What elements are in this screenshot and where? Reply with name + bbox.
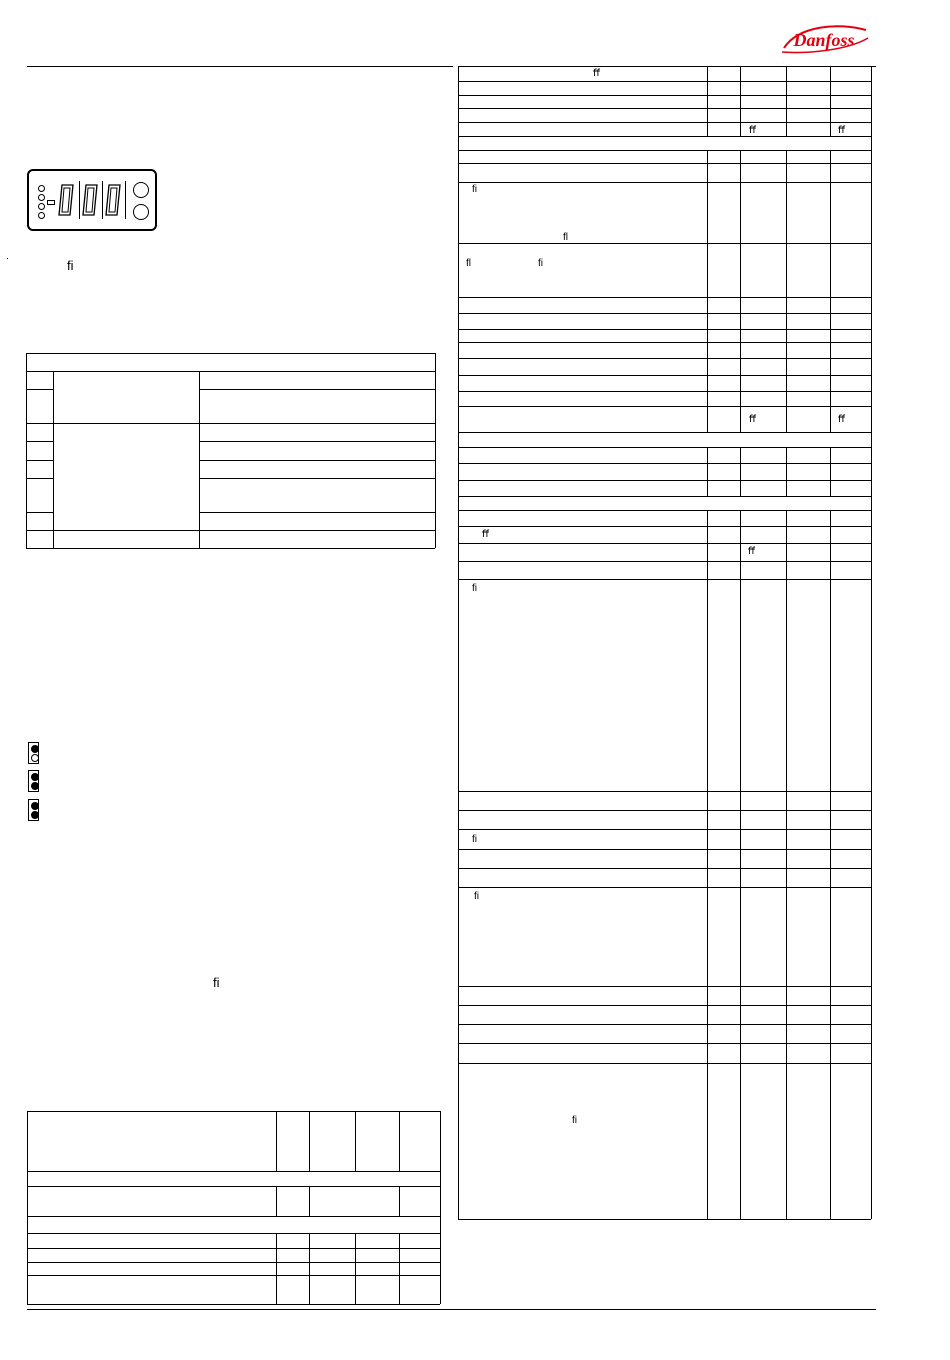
- table-rule: [458, 163, 871, 164]
- ligature-text: ﬂ: [466, 258, 471, 269]
- ligature-text: ﬂ: [563, 232, 568, 243]
- down-button[interactable]: [133, 204, 149, 220]
- table-column-rule: [707, 163, 708, 182]
- table-column-rule: [707, 1024, 708, 1043]
- status-led-icon: [38, 194, 45, 201]
- table-column-rule: [830, 986, 831, 1005]
- jumper-closed-icon: [28, 770, 39, 792]
- table-column-rule: [740, 81, 741, 95]
- table-column-rule: [707, 1063, 708, 1219]
- table-column-rule: [786, 480, 787, 496]
- table-column-rule: [786, 342, 787, 358]
- controller-display-panel: [27, 169, 157, 231]
- table-column-rule: [830, 122, 831, 136]
- seven-segment-digit-icon: [104, 183, 123, 217]
- table-column-rule: [740, 375, 741, 391]
- table-rule: [458, 447, 871, 448]
- table-column-rule: [786, 329, 787, 342]
- table-column-rule: [786, 391, 787, 406]
- table-column-rule: [786, 887, 787, 986]
- table-column-rule: [830, 849, 831, 868]
- status-led-icon: [38, 212, 45, 219]
- table-rule: [458, 95, 871, 96]
- jumper-closed-icon: [28, 799, 39, 821]
- table-column-rule: [707, 579, 708, 791]
- table-column-rule: [786, 561, 787, 579]
- table-column-rule: [707, 150, 708, 163]
- minus-segment: [47, 200, 55, 205]
- table-column-rule: [740, 329, 741, 342]
- table-column-rule: [786, 95, 787, 108]
- table-column-rule: [830, 887, 831, 986]
- table-rule: [458, 579, 871, 580]
- table-rule: [458, 810, 871, 811]
- table-column-rule: [740, 480, 741, 496]
- table-column-rule: [707, 375, 708, 391]
- table-column-rule: [740, 95, 741, 108]
- table-rule: [458, 108, 871, 109]
- table-column-rule: [830, 406, 831, 432]
- table-column-rule: [830, 810, 831, 829]
- table-column-rule: [740, 182, 741, 243]
- status-led-icon: [38, 185, 45, 192]
- table-column-rule: [740, 297, 741, 313]
- table-column-rule: [786, 579, 787, 791]
- table-column-rule: [707, 829, 708, 849]
- table-column-rule: [830, 463, 831, 480]
- table-column-rule: [740, 150, 741, 163]
- table-column-rule: [740, 1063, 741, 1219]
- table-column-rule: [830, 829, 831, 849]
- table-rule: [458, 1063, 871, 1064]
- table-column-rule: [740, 526, 741, 543]
- table-column-rule: [830, 81, 831, 95]
- table-column-rule: [830, 868, 831, 887]
- table-rule: [458, 1043, 871, 1044]
- table-rule: [458, 406, 871, 407]
- table-column-rule: [786, 1024, 787, 1043]
- ligature-text: ﬁ: [472, 583, 477, 594]
- table-column-rule: [830, 543, 831, 561]
- ligature-text: ﬁ: [472, 834, 477, 845]
- ligature-text: ﬁ: [472, 184, 477, 195]
- jumper-open-icon: [28, 742, 39, 764]
- table-column-rule: [707, 243, 708, 297]
- table-column-rule: [740, 810, 741, 829]
- table-column-rule: [707, 1043, 708, 1063]
- table-rule: [458, 182, 871, 183]
- table-column-rule: [707, 95, 708, 108]
- table-column-rule: [707, 849, 708, 868]
- ligature-text: ﬀ: [748, 546, 755, 557]
- table-rule: [458, 150, 871, 151]
- table-column-rule: [786, 791, 787, 810]
- table-column-rule: [786, 543, 787, 561]
- table-column-rule: [786, 1063, 787, 1219]
- table-column-rule: [707, 297, 708, 313]
- table-column-rule: [786, 375, 787, 391]
- ligature-text: ﬁ: [572, 1115, 577, 1126]
- table-column-rule: [707, 868, 708, 887]
- table-column-rule: [707, 329, 708, 342]
- table-column-rule: [740, 561, 741, 579]
- stray-dot: [7, 258, 8, 259]
- ligature-text: ﬀ: [482, 529, 489, 540]
- table-column-rule: [707, 543, 708, 561]
- table-column-rule: [707, 108, 708, 122]
- table-rule: [458, 66, 871, 67]
- table-rule: [458, 1024, 871, 1025]
- table-column-rule: [786, 243, 787, 297]
- table-column-rule: [830, 342, 831, 358]
- table-column-rule: [740, 791, 741, 810]
- table-rule: [458, 480, 871, 481]
- seven-segment-digit-icon: [57, 183, 76, 217]
- table-column-rule: [707, 480, 708, 496]
- table-rule: [458, 136, 871, 137]
- digit-divider: [125, 181, 126, 219]
- table-rule: [458, 849, 871, 850]
- table-rule: [458, 463, 871, 464]
- header-rule-left: [27, 66, 453, 67]
- table-column-rule: [707, 526, 708, 543]
- table-column-rule: [740, 868, 741, 887]
- table-column-rule: [740, 313, 741, 329]
- table-column-rule: [707, 810, 708, 829]
- table-rule: [458, 791, 871, 792]
- table-column-rule: [830, 561, 831, 579]
- table-rule: [458, 375, 871, 376]
- table-rule: [458, 313, 871, 314]
- table-column-rule: [740, 849, 741, 868]
- table-column-rule: [786, 358, 787, 375]
- table-rule: [458, 510, 871, 511]
- table-rule: [458, 297, 871, 298]
- table-column-rule: [786, 297, 787, 313]
- table-column-rule: [830, 375, 831, 391]
- table-column-rule: [740, 243, 741, 297]
- ligature-text: ﬁ: [67, 258, 74, 273]
- table-rule: [458, 543, 871, 544]
- table-column-rule: [740, 543, 741, 561]
- table-column-rule: [786, 829, 787, 849]
- table-column-rule: [786, 510, 787, 526]
- table-column-rule: [740, 342, 741, 358]
- table-rule: [458, 829, 871, 830]
- table-column-rule: [830, 1043, 831, 1063]
- table-rule: [458, 342, 871, 343]
- table-column-rule: [707, 81, 708, 95]
- table-rule: [458, 391, 871, 392]
- table-column-rule: [786, 526, 787, 543]
- ligature-text: ﬁ: [538, 258, 543, 269]
- table-column-rule: [786, 849, 787, 868]
- table-rule: [458, 358, 871, 359]
- table-rule: [458, 1005, 871, 1006]
- ligature-text: ﬁ: [213, 975, 220, 990]
- footer-rule: [27, 1309, 876, 1310]
- table-column-rule: [740, 358, 741, 375]
- table-column-rule: [707, 1005, 708, 1024]
- digit-divider: [102, 181, 103, 219]
- table-rule: [458, 868, 871, 869]
- table-column-rule: [830, 526, 831, 543]
- table-column-rule: [707, 887, 708, 986]
- ligature-text: ﬀ: [749, 414, 756, 425]
- ligature-text: ﬀ: [749, 125, 756, 136]
- table-column-rule: [740, 163, 741, 182]
- table-column-rule: [786, 1005, 787, 1024]
- table-column-rule: [786, 986, 787, 1005]
- table-column-rule: [740, 510, 741, 526]
- table-column-rule: [707, 463, 708, 480]
- table-column-rule: [786, 463, 787, 480]
- table-column-rule: [830, 510, 831, 526]
- table-column-rule: [707, 122, 708, 136]
- table-column-rule: [786, 66, 787, 81]
- up-button[interactable]: [133, 182, 149, 198]
- table-column-rule: [707, 66, 708, 81]
- table-column-rule: [740, 1024, 741, 1043]
- danfoss-logo: [778, 18, 870, 58]
- table-column-rule: [830, 182, 831, 243]
- svg-text:Danfoss: Danfoss: [793, 30, 855, 50]
- table-column-rule: [786, 447, 787, 463]
- table-column-rule: [707, 313, 708, 329]
- table-column-rule: [830, 150, 831, 163]
- ligature-text: ﬀ: [593, 68, 600, 79]
- status-led-icon: [38, 203, 45, 210]
- table-column-rule: [830, 163, 831, 182]
- table-column-rule: [740, 1043, 741, 1063]
- table-column-rule: [830, 243, 831, 297]
- table-column-rule: [786, 122, 787, 136]
- table-column-rule: [830, 329, 831, 342]
- table-column-rule: [707, 406, 708, 432]
- table-column-rule: [740, 122, 741, 136]
- table-column-rule: [740, 406, 741, 432]
- table-column-rule: [830, 95, 831, 108]
- table-column-rule: [740, 463, 741, 480]
- table-column-rule: [786, 810, 787, 829]
- table-rule: [458, 122, 871, 123]
- ligature-text: ﬀ: [838, 414, 845, 425]
- table-column-rule: [707, 358, 708, 375]
- table-rule: [458, 887, 871, 888]
- ligature-text: ﬁ: [474, 891, 479, 902]
- table-column-rule: [740, 579, 741, 791]
- table-column-rule: [830, 579, 831, 791]
- table-column-rule: [707, 986, 708, 1005]
- table-column-rule: [786, 406, 787, 432]
- table-column-rule: [740, 447, 741, 463]
- table-column-rule: [707, 342, 708, 358]
- table-column-rule: [830, 447, 831, 463]
- table-column-rule: [786, 163, 787, 182]
- table-column-rule: [830, 791, 831, 810]
- table-column-rule: [786, 313, 787, 329]
- table-column-rule: [740, 887, 741, 986]
- table-column-rule: [740, 1005, 741, 1024]
- table-column-rule: [830, 1005, 831, 1024]
- ligature-text: ﬀ: [838, 125, 845, 136]
- table-column-rule: [830, 313, 831, 329]
- table-rule: [458, 986, 871, 987]
- table-column-rule: [740, 66, 741, 81]
- table-column-rule: [786, 150, 787, 163]
- table-column-rule: [740, 986, 741, 1005]
- table-column-rule: [707, 791, 708, 810]
- table-column-rule: [786, 1043, 787, 1063]
- table-rule: [458, 526, 871, 527]
- table-column-rule: [740, 829, 741, 849]
- table-column-rule: [830, 297, 831, 313]
- table-column-rule: [830, 108, 831, 122]
- table-rule: [458, 329, 871, 330]
- table-rule: [458, 496, 871, 497]
- table-rule: [458, 561, 871, 562]
- table-column-rule: [830, 358, 831, 375]
- table-column-rule: [707, 510, 708, 526]
- table-column-rule: [830, 1024, 831, 1043]
- table-column-rule: [707, 182, 708, 243]
- table-column-rule: [740, 108, 741, 122]
- table-rule: [458, 243, 871, 244]
- table-column-rule: [786, 868, 787, 887]
- table-column-rule: [707, 447, 708, 463]
- seven-segment-digit-icon: [81, 183, 100, 217]
- table-rule: [458, 432, 871, 433]
- table-rule: [458, 81, 871, 82]
- table-column-rule: [786, 81, 787, 95]
- table-column-rule: [830, 480, 831, 496]
- digit-divider: [79, 181, 80, 219]
- table-column-rule: [707, 391, 708, 406]
- table-column-rule: [707, 561, 708, 579]
- table-column-rule: [740, 391, 741, 406]
- table-column-rule: [786, 108, 787, 122]
- table-column-rule: [786, 182, 787, 243]
- table-column-rule: [830, 66, 831, 81]
- table-column-rule: [830, 1063, 831, 1219]
- table-column-rule: [830, 391, 831, 406]
